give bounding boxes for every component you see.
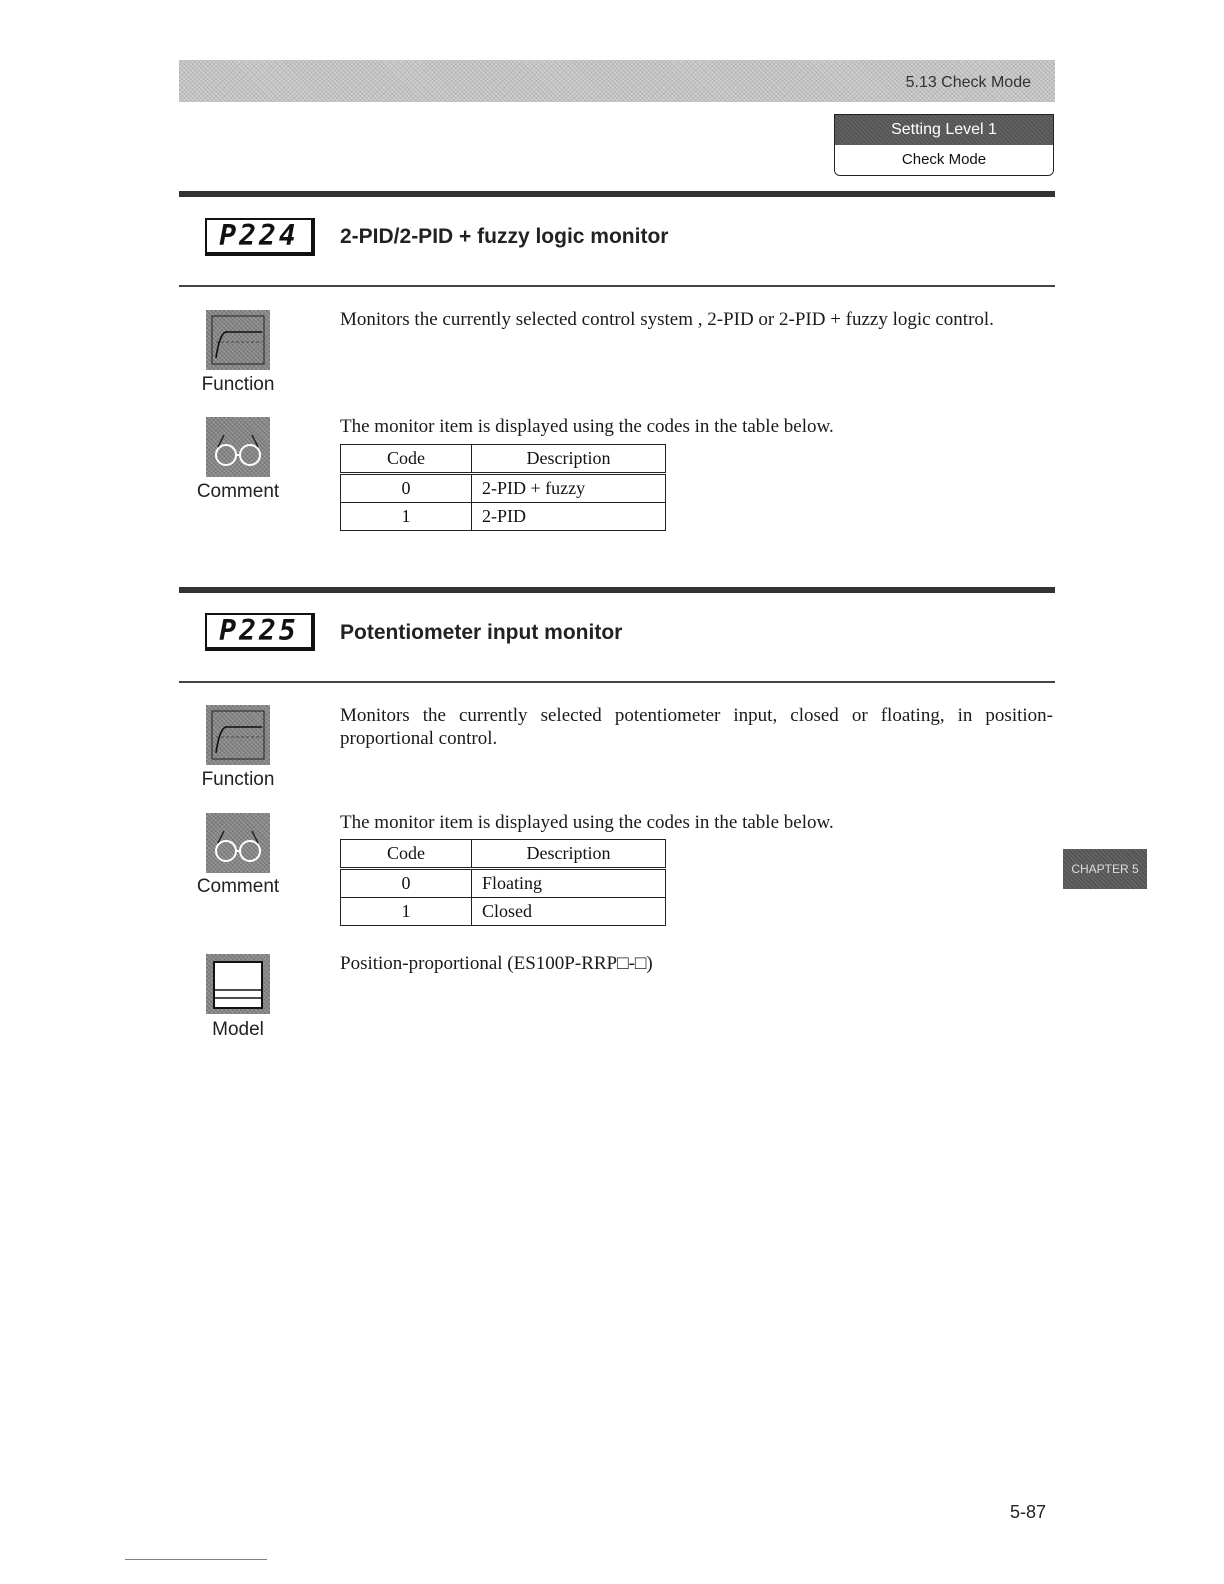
table-cell-code: 1 — [341, 503, 472, 531]
parameter-code-display: P224 — [205, 218, 315, 256]
section-divider-thin — [179, 285, 1055, 287]
function-label: Function — [201, 374, 275, 395]
model-description: Position-proportional (ES100P-RRP□-□) — [340, 953, 653, 974]
parameter-code-display: P225 — [205, 613, 315, 651]
comment-description: The monitor item is displayed using the codes in the table below. — [340, 812, 834, 833]
table-row — [341, 898, 666, 926]
table-header-row — [341, 840, 666, 869]
chapter-tab: CHAPTER 5 — [1063, 849, 1147, 889]
comment-label: Comment — [196, 876, 280, 897]
glasses-icon — [206, 417, 270, 477]
table-cell-code: 0 — [341, 869, 472, 898]
table-cell-description: 2-PID + fuzzy — [472, 474, 666, 503]
section-divider-thin — [179, 681, 1055, 683]
table-header-row — [341, 445, 666, 474]
table-header-description: Description — [472, 445, 666, 474]
code-table — [340, 839, 666, 926]
table-row — [341, 869, 666, 898]
function-graph-icon — [206, 705, 270, 765]
function-description: Monitors the currently selected potentiometer input, closed or floating, in position-proportional control. — [340, 705, 1053, 749]
table-cell-code: 0 — [341, 474, 472, 503]
comment-label: Comment — [196, 481, 280, 502]
controller-model-icon — [206, 954, 270, 1014]
section-divider-thick — [179, 587, 1055, 593]
glasses-icon — [206, 813, 270, 873]
bottom-divider — [125, 1559, 267, 1560]
header-section-title: 5.13 Check Mode — [905, 74, 1031, 91]
table-cell-description: Floating — [472, 869, 666, 898]
code-table — [340, 444, 666, 531]
function-label: Function — [201, 769, 275, 790]
section-title: 2-PID/2-PID + fuzzy logic monitor — [340, 225, 669, 248]
comment-description: The monitor item is displayed using the codes in the table below. — [340, 416, 834, 437]
table-row — [341, 474, 666, 503]
page-number: 5-87 — [1010, 1502, 1047, 1522]
table-cell-description: Closed — [472, 898, 666, 926]
table-row — [341, 503, 666, 531]
table-cell-description: 2-PID — [472, 503, 666, 531]
table-header-code: Code — [341, 445, 472, 474]
header-band — [179, 60, 1055, 102]
setting-level-box — [834, 114, 1054, 176]
model-label: Model — [212, 1019, 264, 1040]
function-graph-icon — [206, 310, 270, 370]
table-cell-code: 1 — [341, 898, 472, 926]
section-title: Potentiometer input monitor — [340, 621, 623, 644]
function-description: Monitors the currently selected control system , 2-PID or 2-PID + fuzzy logic control. — [340, 309, 994, 330]
section-divider-thick — [179, 191, 1055, 197]
setting-level-label: Setting Level 1 — [835, 115, 1053, 145]
table-header-description: Description — [472, 840, 666, 869]
check-mode-label: Check Mode — [835, 145, 1053, 175]
table-header-code: Code — [341, 840, 472, 869]
